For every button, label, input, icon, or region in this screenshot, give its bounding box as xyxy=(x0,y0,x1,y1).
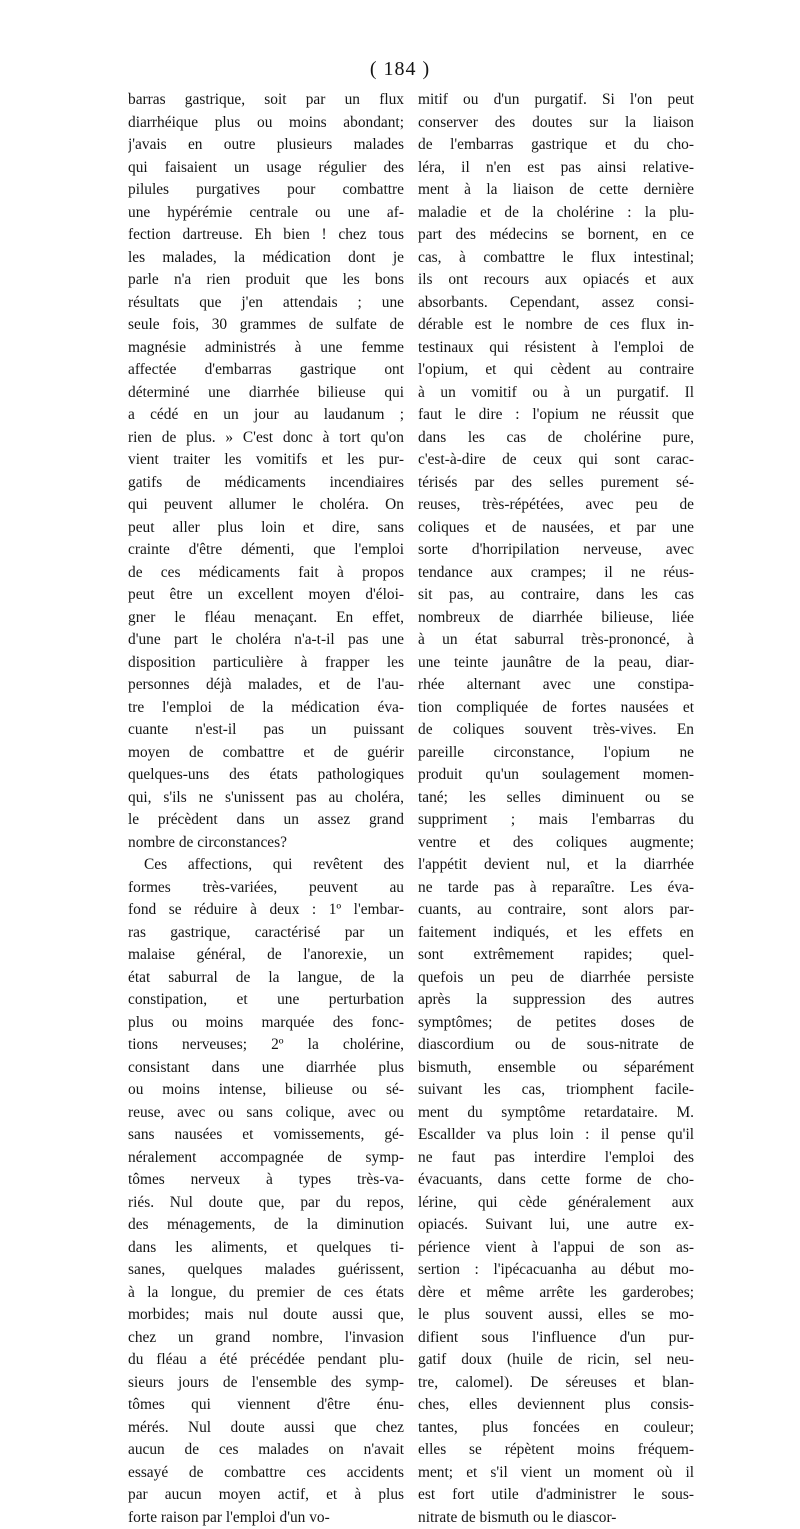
text-line: d'une part le choléra n'a-t-il pas une xyxy=(128,629,404,652)
text-line: essayé de combattre ces accidents xyxy=(128,1462,404,1485)
text-line: maladie et de la cholérine : la plu- xyxy=(418,202,694,225)
text-line: à la longue, du premier de ces états xyxy=(128,1282,404,1305)
text-line: léra, il n'en est pas ainsi relative- xyxy=(418,157,694,180)
text-line: ils ont recours aux opiacés et aux xyxy=(418,269,694,292)
text-line: pilules purgatives pour combattre xyxy=(128,179,404,202)
text-line: une teinte jaunâtre de la peau, diar- xyxy=(418,652,694,675)
text-line: parle n'a rien produit que les bons xyxy=(128,269,404,292)
text-line: consistant dans une diarrhée plus xyxy=(128,1057,404,1080)
text-line: de coliques souvent très-vives. En xyxy=(418,719,694,742)
text-line: formes très-variées, peuvent au xyxy=(128,877,404,900)
text-line: conserver des doutes sur la liaison xyxy=(418,112,694,135)
text-line: le plus souvent aussi, elles se mo- xyxy=(418,1304,694,1327)
text-line: sieurs jours de l'ensemble des symp- xyxy=(128,1372,404,1395)
text-line: cas, à combattre le flux intestinal; xyxy=(418,247,694,270)
text-line: térisés par des selles purement sé- xyxy=(418,472,694,495)
text-line: opiacés. Suivant lui, une autre ex- xyxy=(418,1214,694,1237)
text-line: ras gastrique, caractérisé par un xyxy=(128,922,404,945)
text-line: du fléau a été précédée pendant plu- xyxy=(128,1349,404,1372)
text-line: faut le dire : l'opium ne réussit que xyxy=(418,404,694,427)
text-line: dans les cas de cholérine pure, xyxy=(418,427,694,450)
text-line: sorte d'horripilation nerveuse, avec xyxy=(418,539,694,562)
paragraph xyxy=(128,854,404,1529)
text-line: dère et même arrête les garderobes; xyxy=(418,1282,694,1305)
paragraph xyxy=(418,89,694,1529)
text-line: diarrhéique plus ou moins abondant; xyxy=(128,112,404,135)
text-line: qui faisaient un usage régulier des xyxy=(128,157,404,180)
text-line: seule fois, 30 grammes de sulfate de xyxy=(128,314,404,337)
text-line: nombre de circonstances? xyxy=(128,832,404,855)
text-line: dans les aliments, et quelques ti- xyxy=(128,1237,404,1260)
text-line: plus ou moins marquée des fonc- xyxy=(128,1012,404,1035)
text-line: fond se réduire à deux : 1º l'embar- xyxy=(128,899,404,922)
text-line: ches, elles deviennent plus consis- xyxy=(418,1394,694,1417)
text-line: sans nausées et vomissements, gé- xyxy=(128,1124,404,1147)
text-line: rien de plus. » C'est donc à tort qu'on xyxy=(128,427,404,450)
text-line: constipation, et une perturbation xyxy=(128,989,404,1012)
text-line: suppriment ; mais l'embarras du xyxy=(418,809,694,832)
text-line: périence vient à l'appui de son as- xyxy=(418,1237,694,1260)
text-line: part des médecins se bornent, en ce xyxy=(418,224,694,247)
text-line: tômes qui viennent d'être énu- xyxy=(128,1394,404,1417)
text-line: néralement accompagnée de symp- xyxy=(128,1147,404,1170)
text-line: tion compliquée de fortes nausées et xyxy=(418,697,694,720)
text-line: suivant les cas, triomphent facile- xyxy=(418,1079,694,1102)
text-line: tions nerveuses; 2º la cholérine, xyxy=(128,1034,404,1057)
text-line: lérine, qui cède généralement aux xyxy=(418,1192,694,1215)
text-line: reuse, avec ou sans colique, avec ou xyxy=(128,1102,404,1125)
text-line: après la suppression des autres xyxy=(418,989,694,1012)
text-line: difient sous l'influence d'un pur- xyxy=(418,1327,694,1350)
text-line: vient traiter les vomitifs et les pur- xyxy=(128,449,404,472)
text-line: sont extrêmement rapides; quel- xyxy=(418,944,694,967)
text-line: nitrate de bismuth ou le diascor- xyxy=(418,1507,694,1529)
text-line: sertion : l'ipécacuanha au début mo- xyxy=(418,1259,694,1282)
text-line: est fort utile d'administrer le sous- xyxy=(418,1484,694,1507)
text-line: les malades, la médication dont je xyxy=(128,247,404,270)
text-line: à un vomitif ou à un purgatif. Il xyxy=(418,382,694,405)
text-line: moyen de combattre et de guérir xyxy=(128,742,404,765)
text-line: de ces médicaments fait à propos xyxy=(128,562,404,585)
text-line: peut aller plus loin et dire, sans xyxy=(128,517,404,540)
text-line: ne tarde pas à reparaître. Les éva- xyxy=(418,877,694,900)
page-number: ( 184 ) xyxy=(0,58,800,81)
text-line: personnes déjà malades, et de l'au- xyxy=(128,674,404,697)
text-line: peut être un excellent moyen d'éloi- xyxy=(128,584,404,607)
text-line: par aucun moyen actif, et à plus xyxy=(128,1484,404,1507)
text-line: coliques et de nausées, et par une xyxy=(418,517,694,540)
text-line: qui peuvent allumer le choléra. On xyxy=(128,494,404,517)
text-line: déterminé une diarrhée bilieuse qui xyxy=(128,382,404,405)
text-line: fection dartreuse. Eh bien ! chez tous xyxy=(128,224,404,247)
text-line: gatifs de médicaments incendiaires xyxy=(128,472,404,495)
text-line: diascordium ou de sous-nitrate de xyxy=(418,1034,694,1057)
text-line: l'opium, et qui cèdent au contraire xyxy=(418,359,694,382)
text-line: Escallder va plus loin : il pense qu'il xyxy=(418,1124,694,1147)
left-column xyxy=(128,89,404,1529)
text-line: cuante n'est-il pas un puissant xyxy=(128,719,404,742)
text-line: qui, s'ils ne s'unissent pas au choléra, xyxy=(128,787,404,810)
text-line: tané; les selles diminuent ou se xyxy=(418,787,694,810)
text-line: ment à la liaison de cette dernière xyxy=(418,179,694,202)
text-line: chez un grand nombre, l'invasion xyxy=(128,1327,404,1350)
text-line: a cédé en un jour au laudanum ; xyxy=(128,404,404,427)
text-line: rhée alternant avec une constipa- xyxy=(418,674,694,697)
text-line: ment; et s'il vient un moment où il xyxy=(418,1462,694,1485)
text-line: résultats que j'en attendais ; une xyxy=(128,292,404,315)
text-line: nombreux de diarrhée bilieuse, liée xyxy=(418,607,694,630)
text-line: pareille circonstance, l'opium ne xyxy=(418,742,694,765)
text-line: aucun de ces malades on n'avait xyxy=(128,1439,404,1462)
text-line: de l'embarras gastrique et du cho- xyxy=(418,134,694,157)
text-line: quelques-uns des états pathologiques xyxy=(128,764,404,787)
text-line: reuses, très-répétées, avec peu de xyxy=(418,494,694,517)
text-line: barras gastrique, soit par un flux xyxy=(128,89,404,112)
text-line: tre l'emploi de la médication éva- xyxy=(128,697,404,720)
text-line: produit qu'un soulagement momen- xyxy=(418,764,694,787)
text-line: des ménagements, de la diminution xyxy=(128,1214,404,1237)
text-line: tômes nerveux à types très-va- xyxy=(128,1169,404,1192)
text-line: morbides; mais nul doute aussi que, xyxy=(128,1304,404,1327)
text-line: disposition particulière à frapper les xyxy=(128,652,404,675)
text-line: à un état saburral très-prononcé, à xyxy=(418,629,694,652)
text-line: testinaux qui résistent à l'emploi de xyxy=(418,337,694,360)
text-line: ne faut pas interdire l'emploi des xyxy=(418,1147,694,1170)
text-line: ou moins intense, bilieuse ou sé- xyxy=(128,1079,404,1102)
text-line: gatif doux (huile de ricin, sel neu- xyxy=(418,1349,694,1372)
text-line: symptômes; de petites doses de xyxy=(418,1012,694,1035)
text-line: l'appétit devient nul, et la diarrhée xyxy=(418,854,694,877)
text-line: dérable est le nombre de ces flux in- xyxy=(418,314,694,337)
text-line: évacuants, dans cette forme de cho- xyxy=(418,1169,694,1192)
text-line: tre, calomel). De séreuses et blan- xyxy=(418,1372,694,1395)
text-line: j'avais en outre plusieurs malades xyxy=(128,134,404,157)
text-line: une hypérémie centrale ou une af- xyxy=(128,202,404,225)
text-line: mitif ou d'un purgatif. Si l'on peut xyxy=(418,89,694,112)
text-line: absorbants. Cependant, assez consi- xyxy=(418,292,694,315)
text-line: cuants, au contraire, sont alors par- xyxy=(418,899,694,922)
text-line: riés. Nul doute que, par du repos, xyxy=(128,1192,404,1215)
text-line: magnésie administrés à une femme xyxy=(128,337,404,360)
right-column xyxy=(418,89,694,1529)
text-line: sit pas, au contraire, dans les cas xyxy=(418,584,694,607)
text-line: quefois un peu de diarrhée persiste xyxy=(418,967,694,990)
text-line: affectée d'embarras gastrique ont xyxy=(128,359,404,382)
text-line: faitement indiqués, et les effets en xyxy=(418,922,694,945)
text-line: crainte d'être démenti, que l'emploi xyxy=(128,539,404,562)
text-line: tantes, plus foncées en couleur; xyxy=(418,1417,694,1440)
text-line: tendance aux crampes; il ne réus- xyxy=(418,562,694,585)
text-line: elles se répètent moins fréquem- xyxy=(418,1439,694,1462)
text-line: malaise général, de l'anorexie, un xyxy=(128,944,404,967)
text-line: le précèdent dans un assez grand xyxy=(128,809,404,832)
text-line: mérés. Nul doute aussi que chez xyxy=(128,1417,404,1440)
text-line: ventre et des coliques augmente; xyxy=(418,832,694,855)
text-line: ment du symptôme retardataire. M. xyxy=(418,1102,694,1125)
text-line: c'est-à-dire de ceux qui sont carac- xyxy=(418,449,694,472)
text-line: gner le fléau menaçant. En effet, xyxy=(128,607,404,630)
text-line: Ces affections, qui revêtent des xyxy=(128,854,404,877)
text-line: état saburral de la langue, de la xyxy=(128,967,404,990)
text-line: bismuth, ensemble ou séparément xyxy=(418,1057,694,1080)
text-line: sanes, quelques malades guérissent, xyxy=(128,1259,404,1282)
paragraph xyxy=(128,89,404,854)
text-line: forte raison par l'emploi d'un vo- xyxy=(128,1507,404,1529)
